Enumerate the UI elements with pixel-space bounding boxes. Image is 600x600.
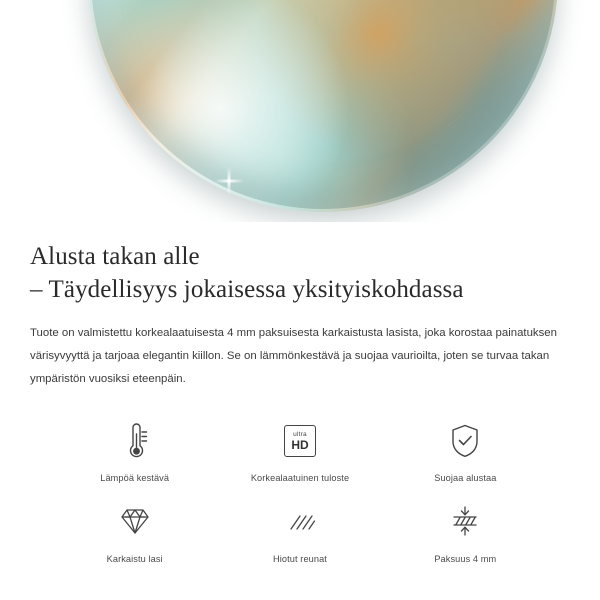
page-title-line-2: – Täydellisyys jokaisessa yksityiskohdassa bbox=[30, 276, 464, 303]
feature-item-thickness bbox=[383, 499, 548, 564]
feature-item-heat-resistant bbox=[52, 418, 217, 483]
feature-label: Lämpöä kestävä bbox=[100, 473, 170, 484]
content-section bbox=[0, 222, 600, 564]
feature-label: Paksuus 4 mm bbox=[434, 554, 497, 565]
feature-label: Hiotut reunat bbox=[273, 554, 327, 565]
ultra-hd-big-text: HD bbox=[291, 438, 309, 453]
diamond-icon bbox=[115, 499, 155, 545]
ultra-hd-small-text: ultra bbox=[293, 430, 307, 438]
thermometer-icon bbox=[117, 418, 153, 464]
feature-label: Karkaistu lasi bbox=[106, 554, 163, 565]
ultra-hd-icon bbox=[284, 418, 316, 464]
feature-item-high-quality-print bbox=[217, 418, 382, 483]
page-title-line-1: Alusta takan alle bbox=[30, 243, 200, 270]
body-paragraph: Tuote on valmistettu korkealaatuisesta 4 mm paksuisesta karkaistusta lasista, joka korostaa painatuksen värisyvyyttä ja tarjoaa elegantin kiillon. Se on lämmönkestävä ja suojaa vaurioilta, joten se turvaa takan ympäristön vuosiksi eteenpäin. bbox=[30, 327, 557, 385]
feature-item-polished-edges bbox=[217, 499, 382, 564]
round-marble-glass-plate bbox=[88, 0, 558, 212]
feature-item-surface-protection bbox=[383, 418, 548, 483]
thickness-arrows-icon bbox=[445, 499, 485, 545]
feature-item-tempered-glass bbox=[52, 499, 217, 564]
polished-edges-icon bbox=[280, 499, 320, 545]
page-title bbox=[30, 240, 570, 306]
shield-check-icon bbox=[448, 418, 482, 464]
feature-grid bbox=[30, 418, 570, 564]
hero-image-section bbox=[0, 0, 600, 222]
feature-label: Korkealaatuinen tuloste bbox=[250, 473, 350, 484]
feature-label: Suojaa alustaa bbox=[434, 473, 497, 484]
